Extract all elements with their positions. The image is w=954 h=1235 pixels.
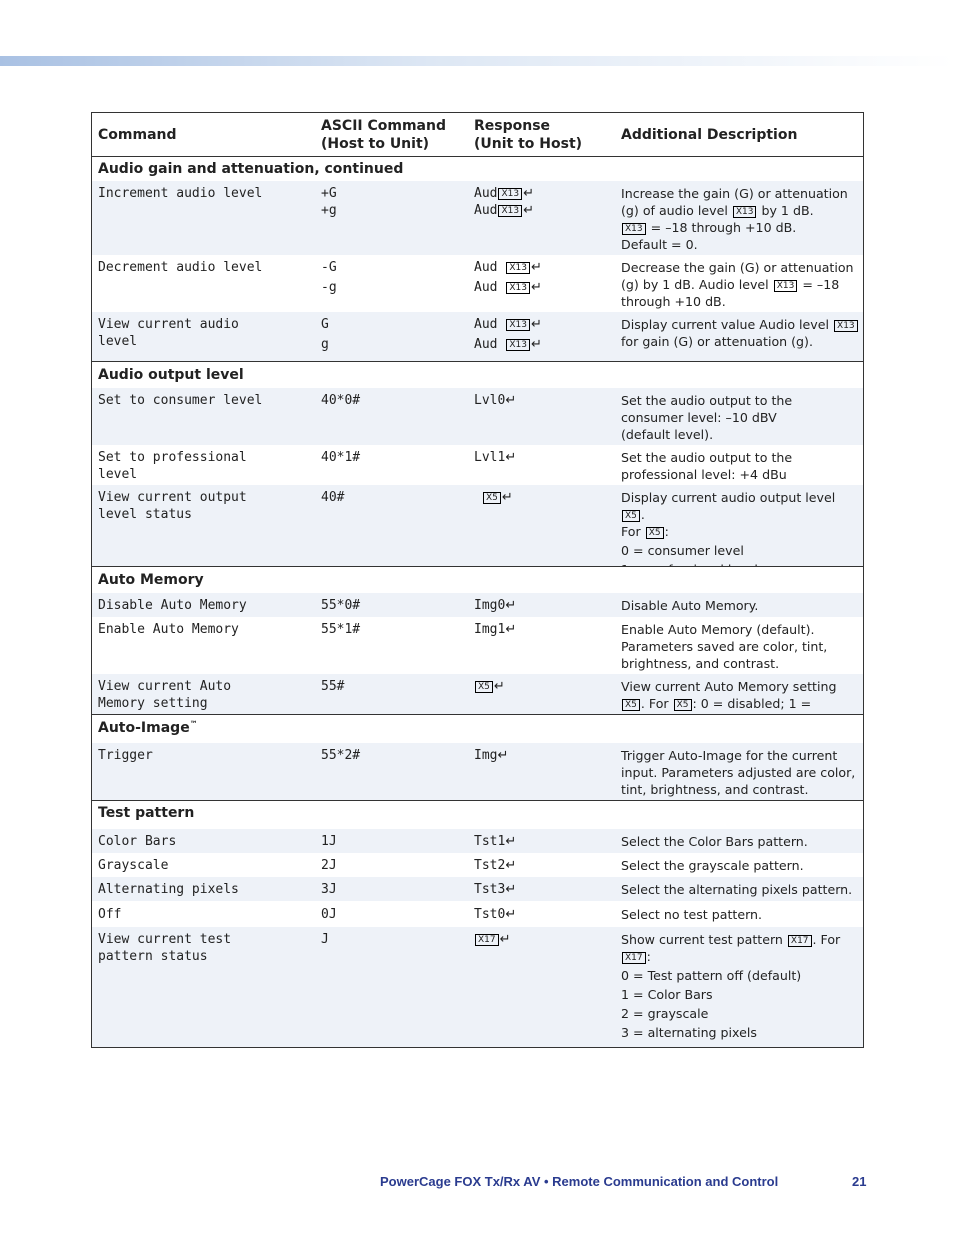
section-auto-image: Auto-Image™ [92, 714, 863, 743]
var-x13-icon: X13 [506, 282, 530, 294]
table-row: View current test pattern status J X17 ↵ Show current test pattern X17 . For X17 : 0 = Test pattern off (default) 1 = Color Bars 2 = grayscale 3 = alternating pixels [92, 927, 863, 1047]
return-icon: ↵ [501, 490, 513, 505]
var-x5-icon: X5 [646, 527, 664, 539]
section-test-pattern: Test pattern [92, 800, 863, 829]
return-icon: ↵ [530, 317, 542, 332]
header-command: Command [98, 127, 177, 143]
return-icon: ↵ [530, 337, 542, 352]
return-icon: ↵ [505, 598, 517, 613]
top-gradient-bar [0, 56, 954, 66]
table-row: Disable Auto Memory 55*0# Img0↵ Disable Auto Memory. [92, 593, 863, 617]
table-row: Decrement audio level -G -g Aud X13 ↵ Aud X13 ↵ Decrease the gain (G) or attenuation (g) by 1 dB. Audio level X13 = –18 through +10 dB. [92, 255, 863, 312]
header-response: Response (Unit to Host) [474, 118, 583, 152]
table-header [92, 113, 863, 157]
var-x13-icon: X13 [506, 319, 530, 331]
table-row: Set to consumer level 40*0# Lvl0↵ Set the audio output to the consumer level: –10 dBV (default level). [92, 388, 863, 445]
table-row: Color Bars 1J Tst1↵ Select the Color Bars pattern. [92, 829, 863, 853]
return-icon: ↵ [505, 622, 517, 637]
var-x13-icon: X13 [733, 206, 757, 218]
return-icon: ↵ [523, 186, 535, 201]
section-audio-output: Audio output level [92, 361, 863, 388]
var-x13-icon: X13 [622, 223, 646, 235]
return-icon: ↵ [530, 260, 542, 275]
var-x17-icon: X17 [788, 935, 812, 947]
page-footer [380, 1174, 870, 1189]
return-icon: ↵ [505, 882, 517, 897]
page-number: 21 [852, 1174, 867, 1189]
table-row: Set to professional level 40*1# Lvl1↵ Set the audio output to the professional level: +4 dBu [92, 445, 863, 485]
return-icon: ↵ [497, 748, 509, 763]
var-x5-icon: X5 [483, 492, 501, 504]
var-x13-icon: X13 [834, 320, 858, 332]
var-x13-icon: X13 [774, 280, 798, 292]
table-row: Off 0J Tst0↵ Select no test pattern. [92, 901, 863, 927]
var-x13-icon: X13 [498, 205, 522, 217]
table-row: View current output level status 40# X5 ↵ Display current audio output level X5 . For X5 : 0 = consumer level [92, 485, 863, 566]
return-icon: ↵ [505, 858, 517, 873]
table-row: Trigger 55*2# Img↵ Trigger Auto-Image for the current input. Parameters adjusted are color, tint, brightness, and contrast. [92, 743, 863, 800]
return-icon: ↵ [493, 679, 505, 694]
var-x5-icon: X5 [622, 510, 640, 522]
table-row: View current audio level G g Aud X13 ↵ Aud X13 ↵ Display current value Audio level X13 for gain (G) or attenuation (g). [92, 312, 863, 361]
table-row: Increment audio level +G +g Aud X13 ↵ Aud X13 ↵ Increase the gain (G) or attenuation (g) of audio level X13 by 1 dB. X13 = –18 through +10 dB. Default = 0. [92, 181, 863, 255]
table-row: Enable Auto Memory 55*1# Img1↵ Enable Auto Memory (default). Parameters saved are color, tint, brightness, and contrast. [92, 617, 863, 674]
table-row: Grayscale 2J Tst2↵ Select the grayscale pattern. [92, 853, 863, 877]
table-row: Alternating pixels 3J Tst3↵ Select the alternating pixels pattern. [92, 877, 863, 901]
return-icon: ↵ [523, 203, 535, 218]
return-icon: ↵ [505, 393, 517, 408]
table-row: View current Auto Memory setting 55# X5 ↵ View current Auto Memory setting X5 . For X5 : 0 = disabled; 1 = [92, 674, 863, 714]
return-icon: ↵ [505, 834, 517, 849]
var-x5-icon: X5 [674, 699, 692, 711]
return-icon: ↵ [505, 907, 517, 922]
return-icon: ↵ [499, 932, 511, 947]
return-icon: ↵ [530, 280, 542, 295]
var-x5-icon: X5 [622, 699, 640, 711]
return-icon: ↵ [505, 450, 517, 465]
var-x5-icon: X5 [475, 681, 493, 693]
var-x13-icon: X13 [506, 339, 530, 351]
var-x17-icon: X17 [622, 952, 646, 964]
section-audio-gain: Audio gain and attenuation, continued [92, 157, 863, 181]
var-x13-icon: X13 [498, 188, 522, 200]
header-ascii: ASCII Command (Host to Unit) [321, 118, 446, 152]
section-auto-memory: Auto Memory [92, 566, 863, 593]
var-x13-icon: X13 [506, 262, 530, 274]
footer-title: PowerCage FOX Tx/Rx AV • Remote Communication and Control [380, 1174, 779, 1189]
var-x17-icon: X17 [475, 934, 499, 946]
header-description: Additional Description [621, 127, 798, 143]
command-table [91, 112, 864, 1048]
